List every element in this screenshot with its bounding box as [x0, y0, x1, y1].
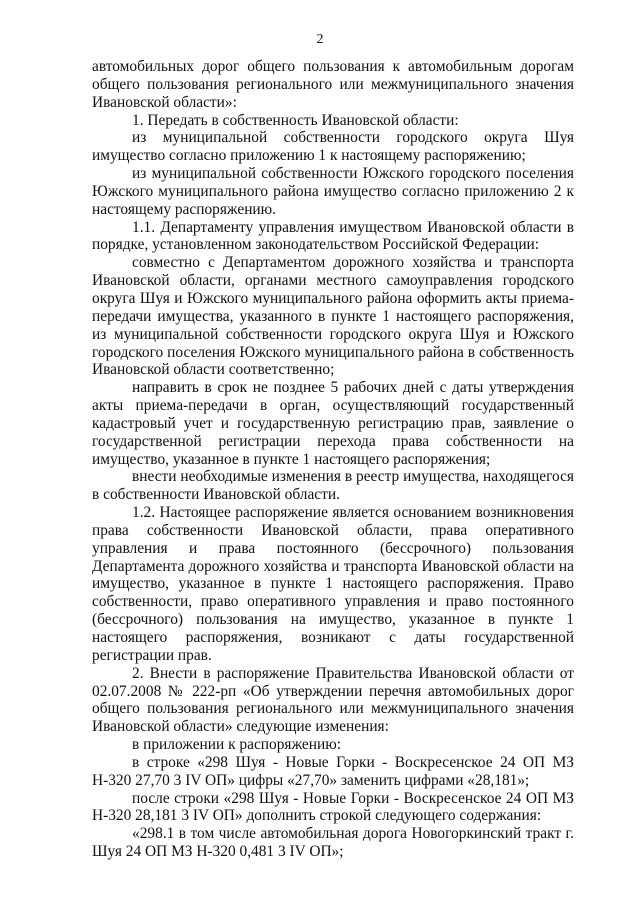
paragraph-item-1: 1. Передать в собственность Ивановской области: — [132, 111, 459, 129]
paragraph-acts-of-transfer: совместно с Департаментом дорожного хозяйства и транспорта Ивановской области, органами местного самоуправления городского округа Шуя и Южского муниципального района оформить акты приема-передачи имущества, указанного в пункте 1 настоящего распоряжения, из муниципальной собственности городского округа Шуя и Южского городского поселения Южского муниципального района в собственность Ивановской области соответственно; — [92, 254, 574, 379]
paragraph-continuation: автомобильных дорог общего пользования к автомобильным дорогам общего пользования регионального или межмуниципального значения Ивановской области»: — [92, 58, 574, 111]
paragraph-new-row: «298.1 в том числе автомобильная дорога Новогоркинский тракт г. Шуя 24 ОП МЗ Н-320 0,481 3 IV ОП»; — [92, 825, 574, 861]
paragraph-registration: направить в срок не позднее 5 рабочих дней с даты утверждения акты приема-передачи в орган, осуществляющий государственный кадастровый учет и государственную регистрацию прав, заявление о государственной регистрации перехода права собственности на имущество, указанное в пункте 1 настоящего распоряжения; — [92, 379, 574, 468]
paragraph-row-replace: в строке «298 Шуя - Новые Горки - Воскресенское 24 ОП МЗ Н-320 27,70 3 IV ОП» цифры «27,70» заменить цифрами «28,181»; — [92, 753, 574, 789]
page-number: 2 — [316, 32, 324, 47]
paragraph-row-add: после строки «298 Шуя - Новые Горки - Воскресенское 24 ОП МЗ Н-320 28,181 3 IV ОП» дополнить строкой следующего содержания: — [92, 789, 574, 825]
paragraph-in-appendix: в приложении к распоряжению: — [132, 736, 341, 754]
paragraph-item-1-1: 1.1. Департаменту управления имуществом Ивановской области в порядке, установленном законодательством Российской Федерации: — [92, 218, 574, 254]
paragraph-transfer-yuzha: из муниципальной собственности Южского городского поселения Южского муниципального района имущество согласно приложению 2 к настоящему распоряжению. — [92, 165, 574, 218]
paragraph-item-1-2: 1.2. Настоящее распоряжение является основанием возникновения права собственности Ивановской области, права оперативного управления и права постоянного (бессрочного) пользования Департамента дорожного хозяйства и транспорта Ивановской области на имущество, указанное в пункте 1 настоящего распоряжения. Право собственности, право оперативного управления и право постоянного (бессрочного) пользования на имущество, указанное в пункте 1 настоящего распоряжения, возникают с даты государственной регистрации прав. — [92, 504, 574, 664]
paragraph-item-2: 2. Внести в распоряжение Правительства Ивановской области от 02.07.2008 № 222-рп «Об утверждении перечня автомобильных дорог общего пользования регионального или межмуниципального значения Ивановской области» следующие изменения: — [92, 664, 574, 736]
paragraph-registry-changes: внести необходимые изменения в реестр имущества, находящегося в собственности Ивановской области. — [92, 468, 574, 504]
paragraph-transfer-shuya: из муниципальной собственности городского округа Шуя имущество согласно приложению 1 к настоящему распоряжению; — [92, 129, 574, 165]
document-body — [92, 58, 574, 861]
